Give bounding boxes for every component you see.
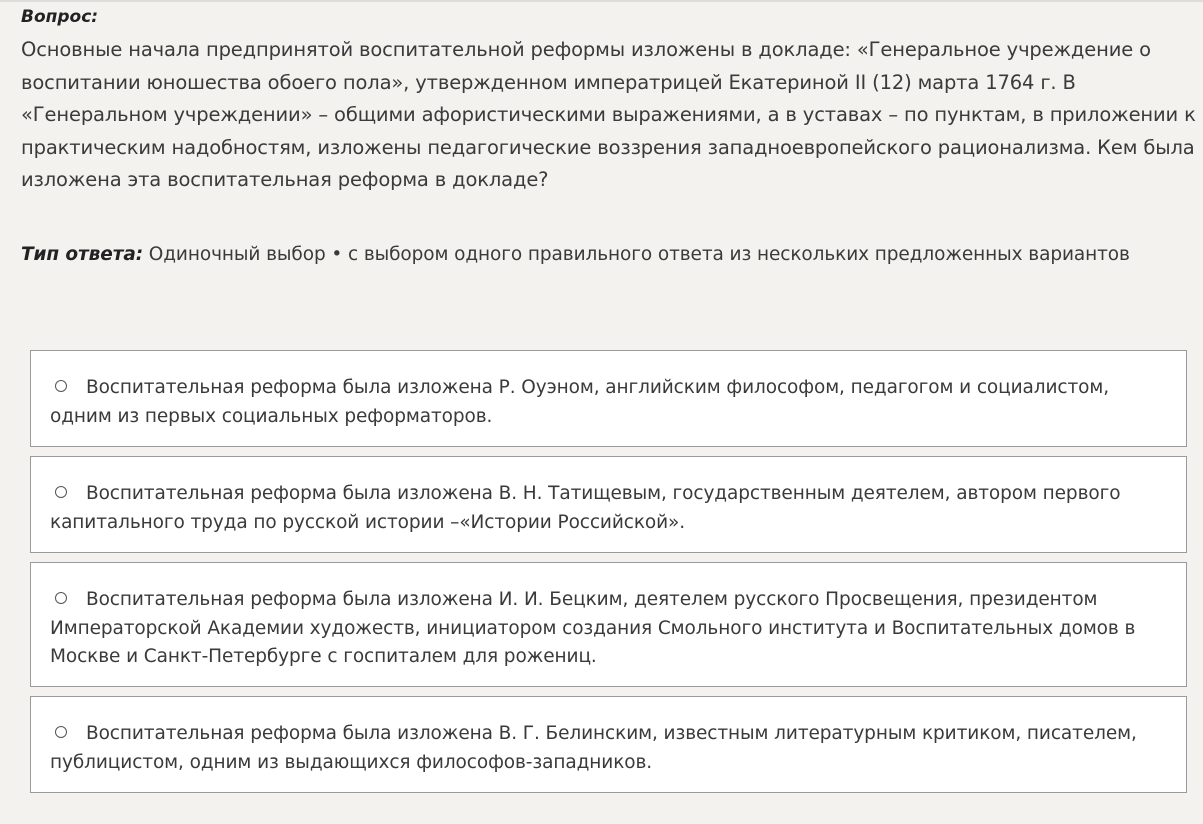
radio-button-icon[interactable] <box>55 380 67 392</box>
answer-type-label: Тип ответа: <box>21 244 143 265</box>
answer-option-text: Воспитательная реформа была изложена Р. Оуэном, английским философом, педагогом и социалистом, одним из первых социальных реформаторов. <box>50 377 1110 427</box>
answer-option-4[interactable] <box>30 696 1187 793</box>
answer-type <box>21 242 1130 268</box>
answer-options <box>30 350 1187 802</box>
radio-button-icon[interactable] <box>55 726 67 738</box>
answer-option-3[interactable] <box>30 562 1187 687</box>
radio-button-icon[interactable] <box>55 486 67 498</box>
radio-button-icon[interactable] <box>55 592 67 604</box>
answer-option-text: Воспитательная реформа была изложена В. Н. Татищевым, государственным деятелем, автором первого капитального труда по русской истории –«Истории Российской». <box>50 483 1121 533</box>
answer-option-text: Воспитательная реформа была изложена И. И. Бецким, деятелем русского Просвещения, президентом Императорской Академии художеств, инициатором создания Смольного института и Воспитательных домов в Москве и Санкт-Петербурге с госпиталем для рожениц. <box>50 589 1136 667</box>
answer-option-1[interactable] <box>30 350 1187 447</box>
question-label: Вопрос: <box>21 7 99 27</box>
answer-option-2[interactable] <box>30 456 1187 553</box>
answer-option-text: Воспитательная реформа была изложена В. Г. Белинским, известным литературным критиком, писателем, публицистом, одним из выдающихся философов-западников. <box>50 723 1137 773</box>
question-text: Основные начала предпринятой воспитательной реформы изложены в докладе: «Генеральное учреждение о воспитании юношества обоего пола», утвержденном императрицей Екатериной II (12) марта 1764 г. В «Генеральном учреждении» – общими афористическими выражениями, а в уставах – по пунктам, в приложении к практическим надобностям, изложены педагогические воззрения западноевропейского рационализма. Кем была изложена эта воспитательная реформа в докладе? <box>21 38 1196 191</box>
answer-type-value: Одиночный выбор • с выбором одного правильного ответа из нескольких предложенных вариантов <box>148 244 1130 265</box>
